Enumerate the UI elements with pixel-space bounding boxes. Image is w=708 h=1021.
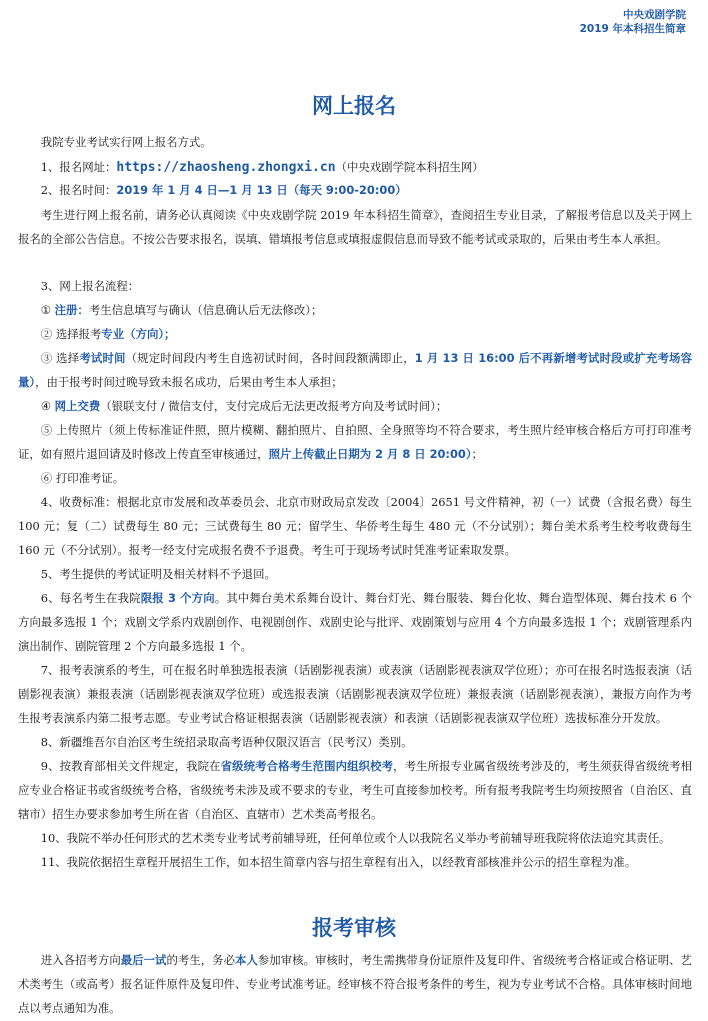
- step-number: ⑤: [40, 423, 53, 437]
- process-step-5: [18, 418, 692, 466]
- limit-text-a: 6、每名考生在我院: [40, 591, 141, 605]
- review-text-a: 进入各招考方向: [40, 953, 121, 967]
- materials-item: 5、考生提供的考试证明及相关材料不予退回。: [40, 567, 276, 581]
- page-header: [580, 8, 686, 36]
- step-number: ③: [40, 351, 53, 365]
- step-4-highlight: 网上交费: [54, 399, 101, 413]
- step-4-text: （银联支付 / 微信支付，支付完成后无法更改报考方向及考试时间）；: [100, 399, 448, 413]
- step-3-text-b: （规定时间段内考生自选初试时间，各时间段额满即止，: [125, 351, 415, 365]
- header-doc-title: 2019 年本科招生简章: [579, 23, 686, 35]
- section-title-online-registration: 网上报名: [312, 94, 396, 118]
- provincial-exam-item: [18, 754, 692, 827]
- url-suffix: （中央戏剧学院本科招生网）: [335, 160, 484, 174]
- process-step-1: [18, 298, 692, 322]
- review-highlight-2: 本人: [235, 953, 258, 967]
- step-1-highlight: 注册：: [54, 303, 89, 317]
- acting-department-item: 7、报考表演系的考生，可在报名时单独选报表演（话剧影视表演）或表演（话剧影视表演双学位班）；亦可在报名时选报表演（话剧影视表演）兼报表演（话剧影视表演双学位班）或选报表演（话剧影视表演双学位班）兼报表演（话剧影视表演），兼报方向作为考生报考表演系内第二报考志愿。专业考试合格证根据表演（话剧影视表演）和表演（话剧影视表演双学位班）选拔标准分开发放。: [18, 663, 692, 726]
- step-5-highlight: 照片上传截止日期为 2 月 8 日 20:00）: [268, 447, 472, 462]
- registration-url-link[interactable]: https://zhaosheng.zhongxi.cn: [116, 160, 336, 175]
- limit-text-b: 。其中舞台美术系舞台设计、舞台灯光、舞台服装、舞台化妆、舞台造型体现、舞台技术 6 个方向最多选报 1 个；戏剧文学系内戏剧创作、电视剧创作、戏剧史论与批评、戏剧策划与应用 4 个方向最多选报 1 个；戏剧管理系内演出制作、剧院管理 2 个方向最多选报 1 个。: [18, 591, 692, 654]
- xinjiang-item: 8、新疆维吾尔自治区考生统招录取高考语种仅限汉语言（民考汉）类别。: [40, 735, 413, 749]
- review-highlight-1: 最后一试: [120, 953, 167, 967]
- registration-time-item: [18, 178, 692, 202]
- fee-standard-item: 4、收费标准：根据北京市发展和改革委员会、北京市财政局京发改〔2004〕2651 号文件精神，初（一）试费（含报名费）每生 100 元；复（二）试费每生 80 元；三试费每生 80 元；留学生、华侨考生每生 480 元（不分试别）；舞台美术系考生校考收费每生 160 元（不分试别）。报考一经支付完成报名费不予退费。考生可于现场考试时凭准考证索取发票。: [18, 495, 692, 558]
- process-step-6: [18, 466, 692, 490]
- step-2-text: 选择报考: [55, 327, 102, 341]
- registration-time-value: 2019 年 1 月 4 日—1 月 13 日（每天 9:00-20:00）: [116, 183, 407, 197]
- url-label: 1、报名网址：: [40, 160, 117, 174]
- process-step-3: [18, 346, 692, 394]
- regulation-item: 11、我院依据招生章程开展招生工作，如本招生简章内容与招生章程有出入，以经教育部核准并公示的招生章程为准。: [40, 855, 637, 869]
- step-2-highlight: 专业（方向）；: [101, 327, 176, 341]
- header-school: 中央戏剧学院: [623, 9, 686, 21]
- provincial-text-b: ，考生所报专业属省级统考涉及的，考生须获得省级统考相应专业合格证书或省级统考合格，省级统考未涉及或不要求的专业，考生可直接参加校考。所有报考我院考生均须按照省（自治区、直辖市）招生办要求参加考生所在省（自治区、直辖市）艺术类高考报名。: [18, 759, 692, 822]
- step-number: ④: [40, 399, 52, 413]
- no-tutoring-item: 10、我院不举办任何形式的艺术类专业考试考前辅导班，任何单位或个人以我院名义举办考前辅导班我院将依法追究其责任。: [40, 831, 671, 845]
- provincial-highlight: 省级统考合格考生范围内组织校考: [220, 759, 394, 773]
- step-6-text: 打印准考证。: [55, 471, 125, 485]
- review-paragraph: [18, 948, 692, 1021]
- step-number: ①: [40, 303, 52, 317]
- limit-highlight: 限报 3 个方向: [140, 591, 215, 605]
- provincial-text-a: 9、按教育部相关文件规定，我院在: [40, 759, 221, 773]
- time-label: 2、报名时间：: [40, 183, 117, 197]
- step-5-text-b: ；: [471, 447, 483, 462]
- step-3-text-c: ，由于报考时间过晚导致未报名成功，后果由考生本人承担；: [35, 375, 343, 390]
- review-text-c: 参加审核。审核时，考生需携带身份证原件及复印件、省级统考合格证或合格证明、艺术类考生（或高考）报名证件原件及复印件、专业考试准考证。经审核不符合报考条件的考生，视为专业考试不合格。具体审核时间地点以考点通知为准。: [18, 953, 692, 1016]
- registration-notice: 考生进行网上报名前，请务必认真阅读《中央戏剧学院 2019 年本科招生简章》，查阅招生专业目录，了解报考信息以及关于网上报名的全部公告信息。不按公告要求报名，误填、错填报考信息或填报虚假信息而导致不能考试或录取的，后果由考生本人承担。: [18, 208, 692, 247]
- step-3-highlight-1: 考试时间: [79, 351, 126, 365]
- application-limit-item: [18, 586, 692, 659]
- step-number: ⑥: [40, 471, 53, 485]
- step-1-text: 考生信息填写与确认（信息确认后无法修改）；: [88, 303, 323, 317]
- step-number: ②: [40, 327, 53, 341]
- registration-url-item: [18, 155, 692, 180]
- review-text-b: 的考生，务必: [166, 953, 236, 967]
- intro-text: 我院专业考试实行网上报名方式。: [40, 135, 212, 149]
- process-step-4: [18, 394, 692, 418]
- step-3-text-a: 选择: [56, 351, 80, 365]
- section-title-review: 报考审核: [312, 916, 396, 940]
- process-heading: 3、网上报名流程：: [40, 279, 140, 293]
- step-3-highlight-2: 1 月 13 日 16:00 后不再新增考试时段或扩充考场容量）: [18, 351, 692, 390]
- process-step-2: [18, 322, 692, 346]
- step-5-text-a: 上传照片（须上传标准证件照，照片模糊、翻拍照片、自拍照、全身照等均不符合要求，考生照片经审核合格后方可打印准考证，如有照片退回请及时修改上传直至审核通过，: [18, 423, 692, 462]
